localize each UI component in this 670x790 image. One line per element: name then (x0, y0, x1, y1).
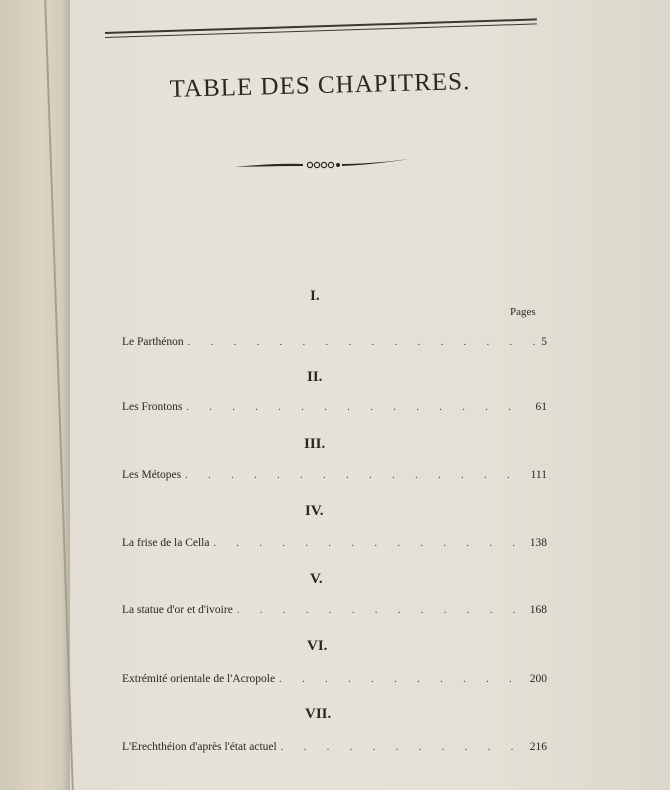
chapter-title: La statue d'or et d'ivoire (122, 604, 233, 616)
dot-leader (185, 470, 527, 481)
toc-entry (122, 336, 547, 354)
chapter-title: Extrémité orientale de l'Acropole (122, 673, 276, 685)
chapter-numeral: VI. (307, 638, 328, 654)
dot-leader (281, 742, 526, 753)
toc-entry (122, 537, 547, 555)
chapter-numeral: I. (310, 288, 320, 304)
dot-leader (237, 605, 526, 616)
toc-entry (122, 604, 547, 622)
toc-entry (122, 469, 547, 487)
page-title: TABLE DES CHAPITRES. (169, 68, 471, 103)
chapter-title: Les Métopes (122, 469, 182, 481)
chapter-numeral: VII. (305, 706, 332, 722)
chapter-numeral: IV. (305, 503, 324, 519)
toc-entry (122, 401, 547, 419)
chapter-title: L'Erechthéion d'après l'état actuel (122, 741, 277, 753)
pages-column-label: Pages (510, 306, 536, 318)
dot-leader (279, 674, 526, 685)
toc-entry (122, 673, 547, 691)
page-number: 200 (529, 673, 547, 685)
dot-leader (188, 337, 538, 348)
chapter-numeral: II. (307, 369, 323, 385)
chapter-title: Le Parthénon (122, 336, 184, 348)
chapter-numeral: V. (310, 571, 323, 587)
dot-leader (214, 538, 526, 549)
toc-entry (122, 741, 547, 759)
dot-leader (186, 402, 531, 413)
page-number: 138 (529, 537, 547, 549)
ornament-divider-icon (235, 155, 410, 175)
chapter-title: La frise de la Cella (122, 537, 210, 549)
chapter-numeral: III. (304, 436, 326, 452)
page-number: 216 (529, 741, 547, 753)
page-number: 111 (530, 469, 547, 481)
page-number: 5 (541, 336, 547, 348)
page-number: 168 (529, 604, 547, 616)
chapter-title: Les Frontons (122, 401, 183, 413)
page-number: 61 (535, 401, 547, 413)
